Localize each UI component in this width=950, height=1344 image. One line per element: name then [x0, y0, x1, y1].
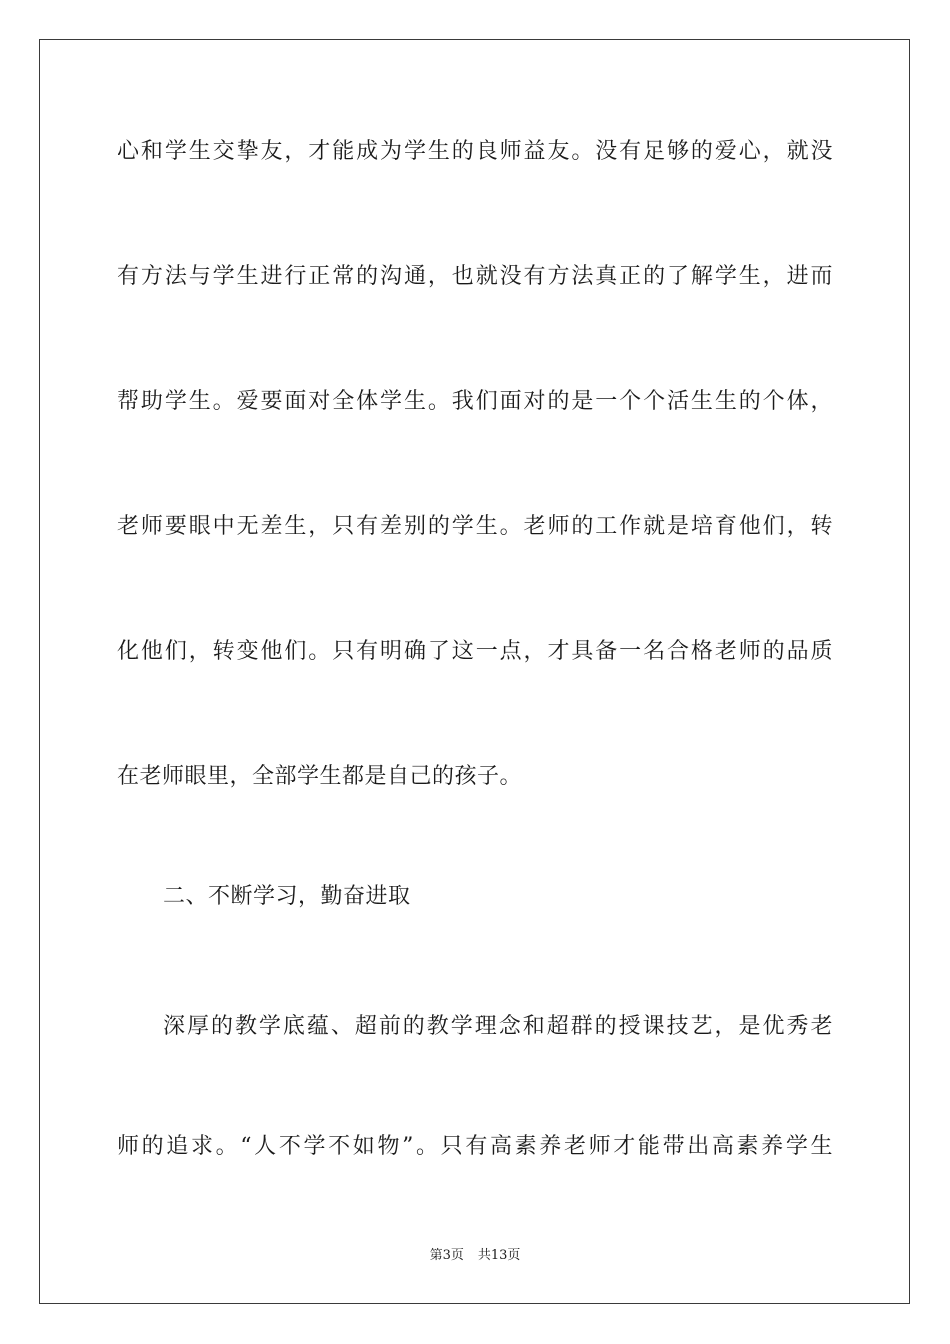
page-number: 第3页	[429, 1248, 464, 1263]
paragraph-line: 有方法与学生进行正常的沟通，也就没有方法真正的了解学生，进而	[117, 264, 833, 289]
paragraph-line: 师的追求。“人不学不如物”。只有高素养老师才能带出高素养学生	[117, 1134, 833, 1159]
paragraph-line: 在老师眼里，全部学生都是自己的孩子。	[117, 764, 523, 789]
paragraph-line: 心和学生交挚友，才能成为学生的良师益友。没有足够的爱心，就没	[117, 139, 833, 164]
paragraph-line: 老师要眼中无差生，只有差别的学生。老师的工作就是培育他们，转	[117, 514, 833, 539]
paragraph-line: 帮助学生。爱要面对全体学生。我们面对的是一个个活生生的个体，	[117, 389, 833, 414]
page-footer	[0, 1247, 950, 1265]
paragraph-line: 深厚的教学底蕴、超前的教学理念和超群的授课技艺，是优秀老	[163, 1014, 833, 1039]
paragraph-line: 化他们，转变他们。只有明确了这一点，才具备一名合格老师的品质	[117, 639, 833, 664]
page-total: 共13页	[477, 1248, 521, 1263]
page-border	[39, 39, 910, 1304]
section-heading: 二、不断学习，勤奋进取	[163, 884, 411, 909]
